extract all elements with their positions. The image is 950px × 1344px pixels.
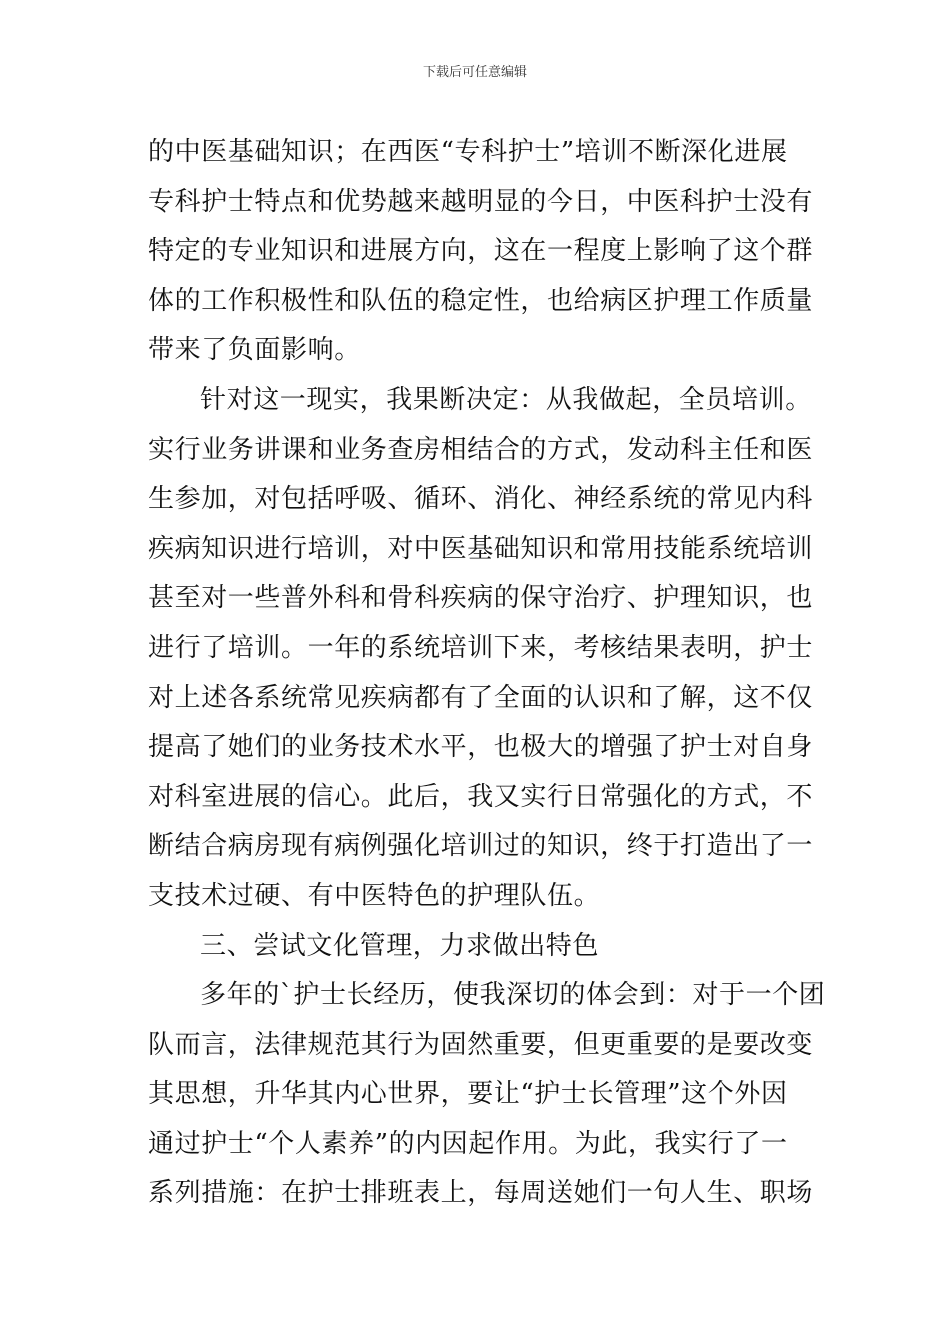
section-heading: 三、尝试文化管理，力求做出特色 (200, 930, 600, 961)
text-line: 的中医基础知识；在西医“专科护士”培训不断深化进展 (148, 137, 788, 167)
text-line: 对上述各系统常见疾病都有了全面的认识和了解，这不仅 (148, 682, 814, 713)
text-line: 专科护士特点和优势越来越明显的今日，中医科护士没有 (148, 186, 814, 217)
paragraph-start-line: 多年的`护士长经历，使我深切的体会到：对于一个团 (200, 980, 826, 1011)
text-line: 体的工作积极性和队伍的稳定性，也给病区护理工作质量 (148, 285, 814, 316)
page-header: 下载后可任意编辑 (422, 65, 527, 80)
text-line: 断结合病房现有病例强化培训过的知识，终于打造出了一 (148, 831, 814, 862)
paragraph-start-line: 针对这一现实，我果断决定：从我做起，全员培训。 (200, 384, 812, 415)
text-line: 其思想，升华其内心世界，要让“护士长管理”这个外因 (148, 1079, 788, 1110)
text-line: 带来了负面影响。 (148, 335, 361, 366)
text-line: 实行业务讲课和业务查房相结合的方式，发动科主任和医 (148, 434, 814, 465)
text-line: 甚至对一些普外科和骨科疾病的保守治疗、护理知识，也 (148, 583, 814, 614)
text-line: 通过护士“个人素养”的内因起作用。为此，我实行了一 (148, 1128, 788, 1159)
text-line: 进行了培训。一年的系统培训下来，考核结果表明，护士 (148, 632, 814, 663)
text-line: 生参加，对包括呼吸、循环、消化、神经系统的常见内科 (148, 484, 814, 515)
document-body (148, 128, 826, 1219)
text-line: 对科室进展的信心。此后，我又实行日常强化的方式，不 (148, 781, 814, 812)
text-line: 系列措施：在护士排班表上，每周送她们一句人生、职场 (148, 1178, 814, 1209)
text-line: 疾病知识进行培训，对中医基础知识和常用技能系统培训 (148, 533, 814, 564)
text-line: 队而言，法律规范其行为固然重要，但更重要的是要改变 (148, 1029, 814, 1060)
text-line: 支技术过硬、有中医特色的护理队伍。 (148, 880, 601, 911)
text-line: 特定的专业知识和进展方向，这在一程度上影响了这个群 (148, 236, 814, 267)
text-line: 提高了她们的业务技术水平，也极大的增强了护士对自身 (148, 732, 814, 763)
